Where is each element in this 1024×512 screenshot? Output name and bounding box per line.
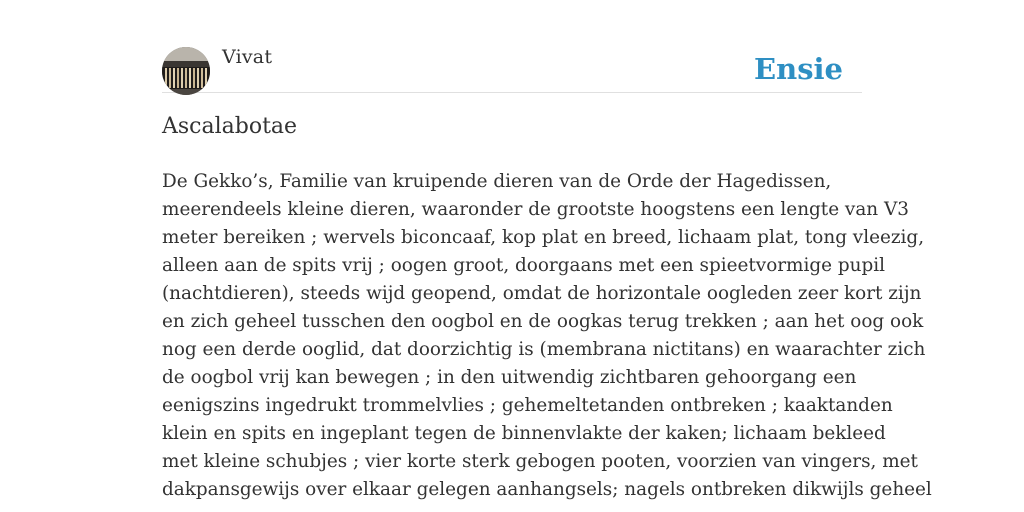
body-line: (nachtdieren), steeds wijd geopend, omdat de horizontale oogleden zeer kort zijn <box>162 283 922 304</box>
body-line: klein en spits en ingeplant tegen de binnenvlakte der kaken; lichaam bekleed <box>162 423 886 444</box>
body-line: alleen aan de spits vrij ; oogen groot, doorgaans met een spieetvormige pupil <box>162 255 886 276</box>
body-line: eenigszins ingedrukt trommelvlies ; gehemeltetanden ontbreken ; kaaktanden <box>162 395 893 416</box>
article-body <box>162 168 932 504</box>
author-name[interactable]: Vivat <box>222 46 273 68</box>
avatar[interactable] <box>162 47 210 95</box>
article-title: Ascalabotae <box>162 114 298 139</box>
body-line: en zich geheel tusschen den oogbol en de oogkas terug trekken ; aan het oog ook <box>162 311 924 332</box>
site-logo[interactable]: Ensie <box>754 52 843 86</box>
body-line: dakpansgewijs over elkaar gelegen aanhangsels; nagels ontbreken dikwijls geheel <box>162 479 932 500</box>
bookshelf-avatar-icon <box>162 47 210 95</box>
header <box>162 46 862 93</box>
body-line: de oogbol vrij kan bewegen ; in den uitwendig zichtbaren gehoorgang een <box>162 367 857 388</box>
body-line: nog een derde ooglid, dat doorzichtig is (membrana nictitans) en waarachter zich <box>162 339 926 360</box>
body-line: meter bereiken ; wervels biconcaaf, kop plat en breed, lichaam plat, tong vleezig, <box>162 227 925 248</box>
body-line: meerendeels kleine dieren, waaronder de grootste hoogstens een lengte van V3 <box>162 199 909 220</box>
body-line: met kleine schubjes ; vier korte sterk gebogen pooten, voorzien van vingers, met <box>162 451 918 472</box>
body-line: De Gekko’s, Familie van kruipende dieren van de Orde der Hagedissen, <box>162 171 832 192</box>
